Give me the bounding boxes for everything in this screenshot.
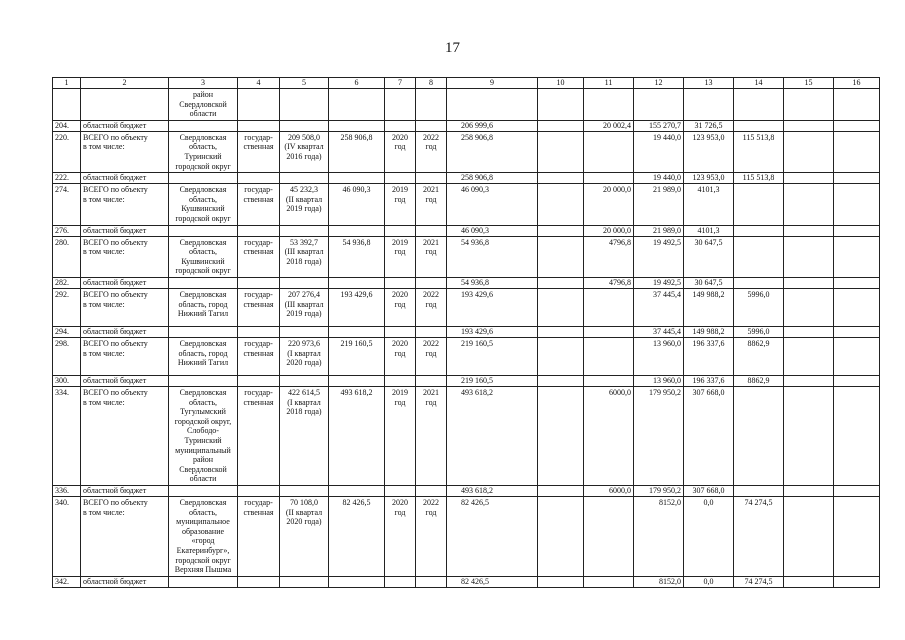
cell-c6 (329, 173, 385, 184)
cell-c15 (784, 236, 834, 277)
cell-start: 2020 год (385, 131, 416, 172)
cell-c9: 82 426,5 (447, 496, 538, 576)
cell-c6: 493 618,2 (329, 386, 385, 485)
cell-c16 (834, 120, 880, 131)
cell-ownership (238, 485, 280, 496)
cell-c6: 193 429,6 (329, 288, 385, 326)
cell-c6 (329, 326, 385, 337)
cell-end: 2022 год (416, 337, 447, 375)
cell-c14 (734, 277, 784, 288)
cell-c10 (538, 337, 584, 375)
cell-ownership: государ- ственная (238, 288, 280, 326)
budget-row (53, 485, 880, 496)
cell-c15 (784, 225, 834, 236)
cell-c11 (584, 131, 634, 172)
cell-estimate (280, 576, 329, 587)
cell-c15 (784, 173, 834, 184)
cell-c12: 179 950,2 (634, 485, 684, 496)
cell-ownership (238, 120, 280, 131)
cell-c10 (538, 120, 584, 131)
cell-c10 (538, 496, 584, 576)
cell-c12 (634, 89, 684, 121)
column-number: 13 (684, 78, 734, 89)
cell-estimate: 70 108,0 (II квартал 2020 года) (280, 496, 329, 576)
column-number: 2 (81, 78, 169, 89)
cell-c15 (784, 326, 834, 337)
cell-c13: 149 988,2 (684, 288, 734, 326)
cell-c16 (834, 496, 880, 576)
cell-c13: 196 337,6 (684, 337, 734, 375)
cell-c11: 20 000,0 (584, 225, 634, 236)
cell-c15 (784, 184, 834, 225)
cell-c12: 19 440,0 (634, 131, 684, 172)
cell-location (169, 173, 238, 184)
cell-c11 (584, 576, 634, 587)
cell-no: 334. (53, 386, 81, 485)
cell-location: Свердловская область, муниципальное образование «город Екатеринбург», городской округ Верхняя Пышма (169, 496, 238, 576)
cell-c6: 258 906,8 (329, 131, 385, 172)
cell-c15 (784, 337, 834, 375)
cell-c6 (329, 277, 385, 288)
cell-label: ВСЕГО по объекту в том числе: (81, 337, 169, 375)
cell-c14 (734, 485, 784, 496)
cell-c13: 31 726,5 (684, 120, 734, 131)
cell-c14 (734, 89, 784, 121)
cell-ownership (238, 225, 280, 236)
cell-c9: 193 429,6 (447, 288, 538, 326)
page-number: 17 (445, 40, 460, 56)
cell-location (169, 277, 238, 288)
cell-c14 (734, 386, 784, 485)
cell-c10 (538, 131, 584, 172)
cell-label: областной бюджет (81, 120, 169, 131)
cell-c6: 54 936,8 (329, 236, 385, 277)
cell-c13: 0,0 (684, 496, 734, 576)
cell-c13: 307 668,0 (684, 386, 734, 485)
cell-label: ВСЕГО по объекту в том числе: (81, 236, 169, 277)
cell-end (416, 173, 447, 184)
cell-start (385, 485, 416, 496)
cell-label: ВСЕГО по объекту в том числе: (81, 184, 169, 225)
cell-c6 (329, 375, 385, 386)
cell-c10 (538, 375, 584, 386)
cell-c15 (784, 375, 834, 386)
cell-c16 (834, 184, 880, 225)
column-number: 9 (447, 78, 538, 89)
object-row (53, 288, 880, 326)
cell-start (385, 375, 416, 386)
cell-c16 (834, 375, 880, 386)
cell-c10 (538, 576, 584, 587)
cell-no: 276. (53, 225, 81, 236)
cell-c11 (584, 173, 634, 184)
cell-label: областной бюджет (81, 277, 169, 288)
cell-ownership (238, 173, 280, 184)
cell-c10 (538, 386, 584, 485)
cell-c15 (784, 288, 834, 326)
cell-location: Свердловская область, Тугулымский городской округ, Слободо- Туринский муниципальный район Свердловской области (169, 386, 238, 485)
cell-c14: 5996,0 (734, 288, 784, 326)
cell-c11: 6000,0 (584, 485, 634, 496)
column-number-row (53, 78, 880, 89)
cell-start: 2019 год (385, 236, 416, 277)
cell-c13: 0,0 (684, 576, 734, 587)
column-number: 10 (538, 78, 584, 89)
cell-ownership: государ- ственная (238, 131, 280, 172)
cell-c13: 123 953,0 (684, 131, 734, 172)
cell-ownership: государ- ственная (238, 337, 280, 375)
cell-c12: 21 989,0 (634, 184, 684, 225)
cell-c13: 307 668,0 (684, 485, 734, 496)
cell-label: областной бюджет (81, 485, 169, 496)
cell-c11 (584, 375, 634, 386)
cell-label: областной бюджет (81, 173, 169, 184)
column-number: 16 (834, 78, 880, 89)
cell-c9: 219 160,5 (447, 337, 538, 375)
cell-c13: 30 647,5 (684, 277, 734, 288)
cell-location (169, 576, 238, 587)
cell-c16 (834, 576, 880, 587)
cell-c12: 13 960,0 (634, 337, 684, 375)
cell-start (385, 326, 416, 337)
cell-c15 (784, 89, 834, 121)
cell-c11: 4796,8 (584, 236, 634, 277)
cell-c15 (784, 386, 834, 485)
cell-location (169, 326, 238, 337)
cell-c13: 4101,3 (684, 184, 734, 225)
cell-c15 (784, 496, 834, 576)
cell-c6 (329, 120, 385, 131)
cell-ownership: государ- ственная (238, 386, 280, 485)
cell-estimate (280, 89, 329, 121)
cell-label: областной бюджет (81, 576, 169, 587)
cell-c16 (834, 485, 880, 496)
cell-start: 2019 год (385, 184, 416, 225)
cell-c11 (584, 288, 634, 326)
cell-start (385, 225, 416, 236)
cell-location (169, 225, 238, 236)
cell-c13: 4101,3 (684, 225, 734, 236)
cell-c12: 37 445,4 (634, 288, 684, 326)
object-row (53, 337, 880, 375)
cell-c14 (734, 236, 784, 277)
cell-c10 (538, 236, 584, 277)
budget-row (53, 576, 880, 587)
cell-estimate (280, 485, 329, 496)
cell-location: Свердловская область, город Нижний Тагил (169, 337, 238, 375)
cell-location (169, 120, 238, 131)
cell-c16 (834, 337, 880, 375)
cell-c9: 54 936,8 (447, 277, 538, 288)
cell-c14: 8862,9 (734, 337, 784, 375)
column-number: 5 (280, 78, 329, 89)
cell-label: областной бюджет (81, 326, 169, 337)
cell-no: 300. (53, 375, 81, 386)
cell-estimate: 207 276,4 (III квартал 2019 года) (280, 288, 329, 326)
column-number: 15 (784, 78, 834, 89)
column-number: 1 (53, 78, 81, 89)
cell-c14: 115 513,8 (734, 131, 784, 172)
budget-row (53, 375, 880, 386)
cell-end (416, 326, 447, 337)
cell-no: 336. (53, 485, 81, 496)
cell-c11 (584, 337, 634, 375)
cell-end (416, 375, 447, 386)
cell-location: Свердловская область, Туринский городской округ (169, 131, 238, 172)
cell-no: 340. (53, 496, 81, 576)
cell-c14 (734, 225, 784, 236)
cell-no: 298. (53, 337, 81, 375)
column-number: 7 (385, 78, 416, 89)
cell-c16 (834, 288, 880, 326)
cell-c16 (834, 173, 880, 184)
cell-estimate (280, 277, 329, 288)
cell-c14: 8862,9 (734, 375, 784, 386)
cell-label: ВСЕГО по объекту в том числе: (81, 288, 169, 326)
cell-c10 (538, 277, 584, 288)
cell-end: 2021 год (416, 386, 447, 485)
cell-location (169, 375, 238, 386)
budget-row (53, 326, 880, 337)
cell-location: Свердловская область, город Нижний Тагил (169, 288, 238, 326)
cell-c9: 258 906,8 (447, 131, 538, 172)
cell-c10 (538, 288, 584, 326)
cell-c15 (784, 277, 834, 288)
cell-c10 (538, 173, 584, 184)
cell-label: областной бюджет (81, 375, 169, 386)
cell-c16 (834, 236, 880, 277)
cell-c10 (538, 326, 584, 337)
cell-c9: 193 429,6 (447, 326, 538, 337)
budget-row (53, 120, 880, 131)
cell-estimate (280, 375, 329, 386)
cell-c6 (329, 225, 385, 236)
cell-c10 (538, 225, 584, 236)
cell-c13: 30 647,5 (684, 236, 734, 277)
cell-c12: 19 492,5 (634, 236, 684, 277)
cell-c9: 46 090,3 (447, 184, 538, 225)
cell-ownership (238, 576, 280, 587)
cell-c14: 74 274,5 (734, 496, 784, 576)
cell-end (416, 485, 447, 496)
cell-c16 (834, 225, 880, 236)
cell-label: ВСЕГО по объекту в том числе: (81, 131, 169, 172)
cell-estimate (280, 225, 329, 236)
cell-c6 (329, 89, 385, 121)
cell-c14 (734, 120, 784, 131)
cell-c12: 8152,0 (634, 576, 684, 587)
cell-c11 (584, 89, 634, 121)
column-number: 4 (238, 78, 280, 89)
cell-c9: 493 618,2 (447, 485, 538, 496)
cell-location: район Свердловской области (169, 89, 238, 121)
cell-c16 (834, 89, 880, 121)
column-number: 12 (634, 78, 684, 89)
cell-ownership: государ- ственная (238, 496, 280, 576)
cell-c15 (784, 131, 834, 172)
cell-start (385, 89, 416, 121)
column-number: 3 (169, 78, 238, 89)
cell-estimate (280, 120, 329, 131)
cell-c6: 82 426,5 (329, 496, 385, 576)
cell-ownership (238, 89, 280, 121)
cell-c13: 196 337,6 (684, 375, 734, 386)
cell-c14: 5996,0 (734, 326, 784, 337)
cell-c9 (447, 89, 538, 121)
cell-c9: 493 618,2 (447, 386, 538, 485)
column-number: 8 (416, 78, 447, 89)
cell-no: 282. (53, 277, 81, 288)
cell-end (416, 277, 447, 288)
cell-start: 2019 год (385, 386, 416, 485)
cell-c12: 155 270,7 (634, 120, 684, 131)
cell-c9: 258 906,8 (447, 173, 538, 184)
cell-estimate (280, 326, 329, 337)
continuation-row (53, 89, 880, 121)
cell-no: 292. (53, 288, 81, 326)
cell-c12: 19 492,5 (634, 277, 684, 288)
cell-end: 2022 год (416, 496, 447, 576)
object-row (53, 386, 880, 485)
cell-start (385, 173, 416, 184)
cell-estimate: 422 614,5 (I квартал 2018 года) (280, 386, 329, 485)
object-row (53, 496, 880, 576)
cell-no: 220. (53, 131, 81, 172)
cell-c12: 8152,0 (634, 496, 684, 576)
cell-c11: 20 002,4 (584, 120, 634, 131)
cell-c14 (734, 184, 784, 225)
cell-start (385, 576, 416, 587)
cell-no: 294. (53, 326, 81, 337)
cell-estimate: 53 392,7 (III квартал 2018 года) (280, 236, 329, 277)
cell-no: 342. (53, 576, 81, 587)
cell-c6 (329, 576, 385, 587)
cell-c6: 46 090,3 (329, 184, 385, 225)
cell-end: 2021 год (416, 236, 447, 277)
cell-label: ВСЕГО по объекту в том числе: (81, 386, 169, 485)
cell-ownership (238, 375, 280, 386)
cell-no: 204. (53, 120, 81, 131)
cell-estimate: 220 973,6 (I квартал 2020 года) (280, 337, 329, 375)
cell-c12: 179 950,2 (634, 386, 684, 485)
cell-c12: 13 960,0 (634, 375, 684, 386)
cell-end: 2022 год (416, 131, 447, 172)
cell-estimate: 209 508,0 (IV квартал 2016 года) (280, 131, 329, 172)
cell-end: 2022 год (416, 288, 447, 326)
cell-location (169, 485, 238, 496)
cell-ownership (238, 277, 280, 288)
cell-label (81, 89, 169, 121)
cell-estimate (280, 173, 329, 184)
cell-start: 2020 год (385, 496, 416, 576)
cell-start: 2020 год (385, 337, 416, 375)
cell-c16 (834, 326, 880, 337)
budget-row (53, 225, 880, 236)
cell-end (416, 576, 447, 587)
cell-no: 274. (53, 184, 81, 225)
cell-c12: 19 440,0 (634, 173, 684, 184)
cell-c9: 206 999,6 (447, 120, 538, 131)
cell-c11 (584, 496, 634, 576)
cell-c11 (584, 326, 634, 337)
cell-c10 (538, 89, 584, 121)
cell-c6 (329, 485, 385, 496)
cell-no (53, 89, 81, 121)
cell-end (416, 89, 447, 121)
object-row (53, 184, 880, 225)
cell-ownership (238, 326, 280, 337)
object-row (53, 236, 880, 277)
cell-end: 2021 год (416, 184, 447, 225)
cell-c15 (784, 576, 834, 587)
cell-ownership: государ- ственная (238, 236, 280, 277)
cell-c10 (538, 485, 584, 496)
cell-estimate: 45 232,3 (II квартал 2019 года) (280, 184, 329, 225)
cell-location: Свердловская область, Кушвинский городской округ (169, 184, 238, 225)
cell-c13 (684, 89, 734, 121)
cell-no: 222. (53, 173, 81, 184)
cell-c9: 46 090,3 (447, 225, 538, 236)
cell-end (416, 120, 447, 131)
budget-table (52, 77, 880, 588)
cell-c12: 37 445,4 (634, 326, 684, 337)
cell-end (416, 225, 447, 236)
cell-location: Свердловская область, Кушвинский городской округ (169, 236, 238, 277)
cell-c9: 219 160,5 (447, 375, 538, 386)
cell-c16 (834, 277, 880, 288)
cell-c16 (834, 131, 880, 172)
cell-label: областной бюджет (81, 225, 169, 236)
cell-c9: 54 936,8 (447, 236, 538, 277)
cell-c15 (784, 485, 834, 496)
cell-c14: 74 274,5 (734, 576, 784, 587)
budget-row (53, 173, 880, 184)
cell-c13: 123 953,0 (684, 173, 734, 184)
cell-c12: 21 989,0 (634, 225, 684, 236)
cell-c11: 6000,0 (584, 386, 634, 485)
budget-row (53, 277, 880, 288)
cell-c13: 149 988,2 (684, 326, 734, 337)
cell-c11: 4796,8 (584, 277, 634, 288)
cell-start (385, 277, 416, 288)
cell-no: 280. (53, 236, 81, 277)
column-number: 14 (734, 78, 784, 89)
cell-c11: 20 000,0 (584, 184, 634, 225)
cell-c10 (538, 184, 584, 225)
cell-ownership: государ- ственная (238, 184, 280, 225)
cell-c16 (834, 386, 880, 485)
column-number: 6 (329, 78, 385, 89)
cell-start (385, 120, 416, 131)
cell-c15 (784, 120, 834, 131)
column-number: 11 (584, 78, 634, 89)
cell-c14: 115 513,8 (734, 173, 784, 184)
cell-label: ВСЕГО по объекту в том числе: (81, 496, 169, 576)
object-row (53, 131, 880, 172)
cell-c9: 82 426,5 (447, 576, 538, 587)
cell-start: 2020 год (385, 288, 416, 326)
cell-c6: 219 160,5 (329, 337, 385, 375)
